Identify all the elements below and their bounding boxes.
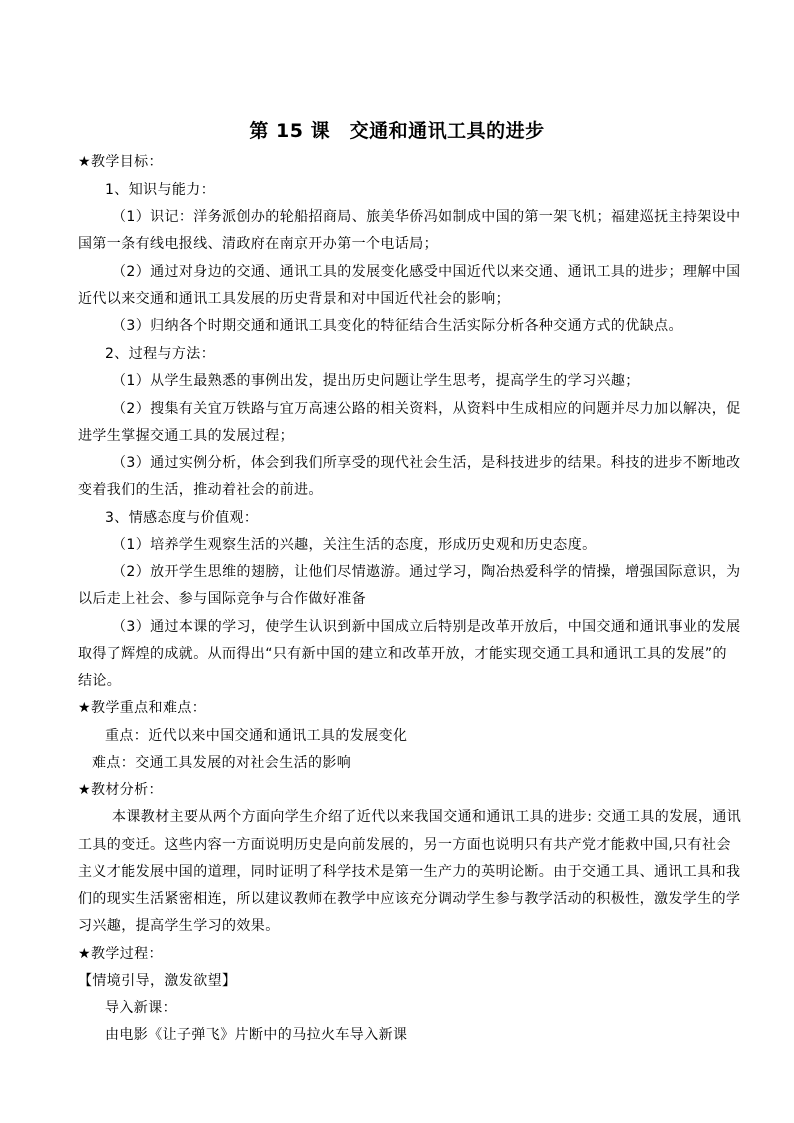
paragraph-line: 本课教材主要从两个方面向学生介绍了近代以来我国交通和通讯工具的进步: 交通工具的发展，通讯	[112, 809, 742, 825]
paragraph-line: 结论。	[78, 673, 122, 689]
intro-label: 导入新课：	[105, 1000, 177, 1016]
paragraph-line: 们的现实生活紧密相连，所以建议教师在教学中应该充分调动学生参与教学活动的积极性，激发学生的学	[78, 891, 741, 907]
paragraph-line: （3）通过实例分析，体会到我们所享受的现代社会生活，是科技进步的结果。科技的进步不断地改	[112, 455, 741, 471]
paragraph-line: 以后走上社会、参与国际竞争与合作做好准备	[78, 591, 366, 607]
paragraph-line: （1）识记：洋务派创办的轮船招商局、旅美华侨冯如制成中国的第一架飞机；福建巡抚主持架设中	[112, 209, 741, 225]
section-heading-objectives: ★教学目标：	[78, 154, 163, 170]
paragraph-line: （3）归纳各个时期交通和通讯工具变化的特征结合生活实际分析各种交通方式的优缺点。	[112, 318, 683, 334]
lesson-title: 第 15 课 交通和通讯工具的进步	[249, 120, 545, 142]
subheading-attitude: 3、情感态度与价值观：	[105, 510, 259, 526]
stage-heading: 【情境引导，激发欲望】	[78, 973, 237, 989]
paragraph-line: （1）从学生最熟悉的事例出发，提出历史问题让学生思考，提高学生的学习兴趣；	[112, 373, 640, 389]
difficulty-line: 难点：交通工具发展的对社会生活的影响	[92, 755, 352, 771]
subheading-knowledge: 1、知识与能力：	[105, 182, 216, 198]
paragraph-line: 主义才能发展中国的道理，同时证明了科学技术是第一生产力的英明论断。由于交通工具、通讯工具和我	[78, 864, 741, 880]
paragraph-line: （2）通过对身边的交通、通讯工具的发展变化感受中国近代以来交通、通讯工具的进步；理解中国	[112, 264, 741, 280]
paragraph-line: 国第一条有线电报线、清政府在南京开办第一个电话局；	[78, 236, 438, 252]
paragraph-line: 取得了辉煌的成就。从而得出“只有新中国的建立和改革开放，才能实现交通工具和通讯工具的发展”的	[78, 646, 727, 662]
paragraph-line: 习兴趣，提高学生学习的效果。	[78, 918, 280, 934]
paragraph-line: （1）培养学生观察生活的兴趣，关注生活的态度，形成历史观和历史态度。	[112, 537, 597, 553]
section-heading-process: ★教学过程：	[78, 946, 163, 962]
key-point-line: 重点：近代以来中国交通和通讯工具的发展变化	[105, 728, 408, 744]
section-heading-key-points: ★教学重点和难点：	[78, 700, 207, 716]
paragraph-line: （2）放开学生思维的翅膀，让他们尽情遨游。通过学习，陶冶热爱科学的情操，增强国际意识，为	[112, 564, 741, 580]
subheading-process: 2、过程与方法：	[105, 346, 216, 362]
paragraph-line: 进学生掌握交通工具的发展过程；	[78, 428, 294, 444]
paragraph-line: 变着我们的生活，推动着社会的前进。	[78, 482, 323, 498]
section-heading-analysis: ★教材分析：	[78, 782, 163, 798]
intro-text: 由电影《让子弹飞》片断中的马拉火车导入新课	[105, 1027, 408, 1043]
paragraph-line: 近代以来交通和通讯工具发展的历史背景和对中国近代社会的影响；	[78, 291, 510, 307]
paragraph-line: （3）通过本课的学习，使学生认识到新中国成立后特别是改革开放后，中国交通和通讯事业的发展	[112, 619, 741, 635]
paragraph-line: （2）搜集有关宜万铁路与宜万高速公路的相关资料，从资料中生成相应的问题并尽力加以解决，促	[112, 401, 741, 417]
paragraph-line: 工具的变迁。这些内容一方面说明历史是向前发展的，另一方面也说明只有共产党才能救中国,只有社会	[78, 837, 731, 853]
